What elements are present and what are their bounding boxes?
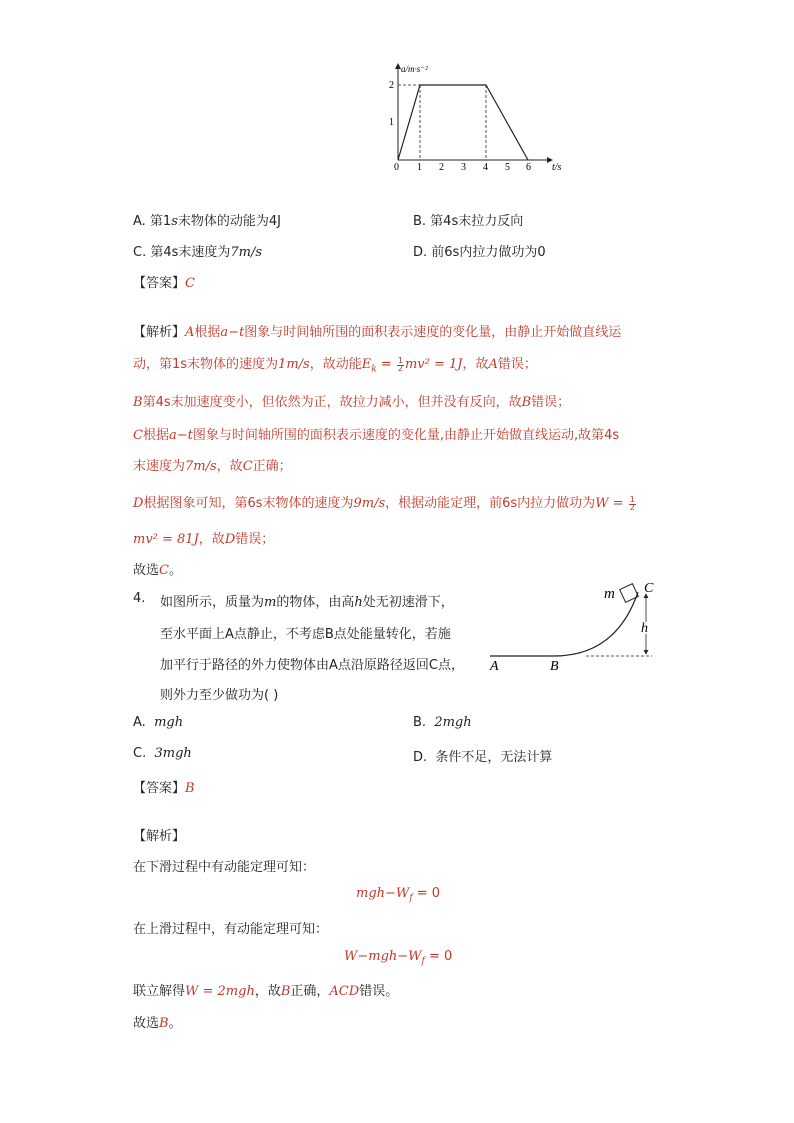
mass-label: m bbox=[604, 586, 615, 602]
q3-option-c-text: C. 第4s末速度为 bbox=[133, 245, 231, 260]
q3-conclusion: 故选C。 bbox=[133, 563, 182, 578]
q4-conclusion: 故选B。 bbox=[133, 1016, 182, 1031]
q4-option-a: A. mgh bbox=[133, 715, 184, 730]
q3-option-a-text: 末物体的动能为4J bbox=[177, 214, 281, 229]
q4-option-c: C. 3mgh bbox=[133, 746, 192, 761]
q3-option-d bbox=[413, 241, 546, 260]
q3-analysis-line-3: B第4s末加速度变小，但依然为正，故拉力减小，但并没有反向，故B错误； bbox=[133, 395, 571, 410]
q3-option-b-text: B. 第4s末拉力反向 bbox=[413, 214, 524, 229]
q4-stem-line-2: 至水平面上A点静止，不考虑B点处能量转化，若施 bbox=[160, 627, 451, 642]
acceleration-time-graph bbox=[380, 58, 580, 178]
x-tick-5: 5 bbox=[505, 162, 510, 173]
q4-number: 4. bbox=[133, 591, 146, 606]
q3-analysis-line-5: 末速度为7m/s，故C正确； bbox=[133, 459, 292, 474]
q4-analysis-label: 【解析】 bbox=[133, 829, 186, 844]
q3-analysis-line-1: 【解析】A根据a−t图象与时间轴所围的面积表示速度的变化量，由静止开始做直线运 bbox=[133, 325, 622, 340]
q3-option-b bbox=[413, 210, 523, 229]
height-label: h bbox=[641, 621, 648, 636]
slope-figure bbox=[486, 578, 666, 674]
x-tick-2: 2 bbox=[439, 162, 444, 173]
q3-option-a-prefix: A. 第1 bbox=[133, 214, 172, 229]
q4-stem-line-3: 加平行于路径的外力使物体由A点沿原路径返回C点， bbox=[160, 658, 464, 673]
q3-analysis-line-4: C根据a−t图象与时间轴所围的面积表示速度的变化量,由静止开始做直线运动,故第4s bbox=[133, 428, 620, 443]
y-tick-2: 2 bbox=[389, 80, 394, 91]
x-tick-0: 0 bbox=[394, 162, 399, 173]
q3-option-c bbox=[133, 241, 262, 260]
q3-option-a-unit: s bbox=[171, 214, 178, 229]
q4-analysis-line-3: 联立解得W = 2mgh，故B正确，ACD错误。 bbox=[133, 984, 399, 999]
x-tick-1: 1 bbox=[417, 162, 422, 173]
q3-option-c-value: 7m/s bbox=[230, 245, 263, 260]
q3-answer bbox=[133, 272, 195, 291]
q4-option-d: D. 条件不足，无法计算 bbox=[413, 750, 553, 765]
y-axis-unit: a/m·s⁻² bbox=[401, 64, 428, 74]
q3-answer-value: C bbox=[185, 276, 195, 291]
q4-equation-1: $mgh-W_f = 0$ bbox=[356, 886, 441, 904]
point-c-label: C bbox=[644, 581, 654, 596]
q4-option-b: B. 2mgh bbox=[413, 715, 472, 730]
q4-stem-line-1: 如图所示，质量为m的物体，由高h处无初速滑下， bbox=[160, 595, 454, 610]
q4-analysis-line-1: 在下滑过程中有动能定理可知： bbox=[133, 860, 316, 875]
q3-analysis-line-7: mv² = 81J，故D错误； bbox=[133, 532, 275, 547]
graph-line bbox=[398, 85, 528, 160]
point-b-label: B bbox=[550, 659, 559, 674]
q3-analysis-line-2: 动，第1s末物体的速度为1m/s，故动能$E_k = \frac{1}{2}mv^2 = 1J$，故A错误； bbox=[133, 355, 537, 375]
q3-option-d-text: D. 前6s内拉力做功为0 bbox=[413, 245, 546, 260]
x-tick-3: 3 bbox=[461, 162, 466, 173]
q3-answer-label: 【答案】 bbox=[133, 276, 186, 291]
x-tick-4: 4 bbox=[483, 162, 488, 173]
q3-analysis-label: 【解析】 bbox=[133, 325, 186, 340]
y-tick-1: 1 bbox=[389, 117, 394, 128]
q4-equation-2: $W-mgh-W_f = 0$ bbox=[344, 949, 453, 967]
q4-stem-line-4: 则外力至少做功为( ) bbox=[160, 688, 279, 703]
point-a-label: A bbox=[490, 659, 499, 674]
q4-analysis-line-2: 在上滑过程中，有动能定理可知： bbox=[133, 922, 329, 937]
q3-analysis-line-6: D根据图象可知，第6s末物体的速度为9m/s，根据动能定理，前6s内拉力做功为$W = \frac{1}{2}$ bbox=[133, 494, 635, 512]
x-tick-6: 6 bbox=[526, 162, 531, 173]
q3-option-a bbox=[133, 210, 281, 229]
x-axis-unit: t/s bbox=[552, 162, 562, 173]
q4-answer: 【答案】B bbox=[133, 781, 195, 796]
